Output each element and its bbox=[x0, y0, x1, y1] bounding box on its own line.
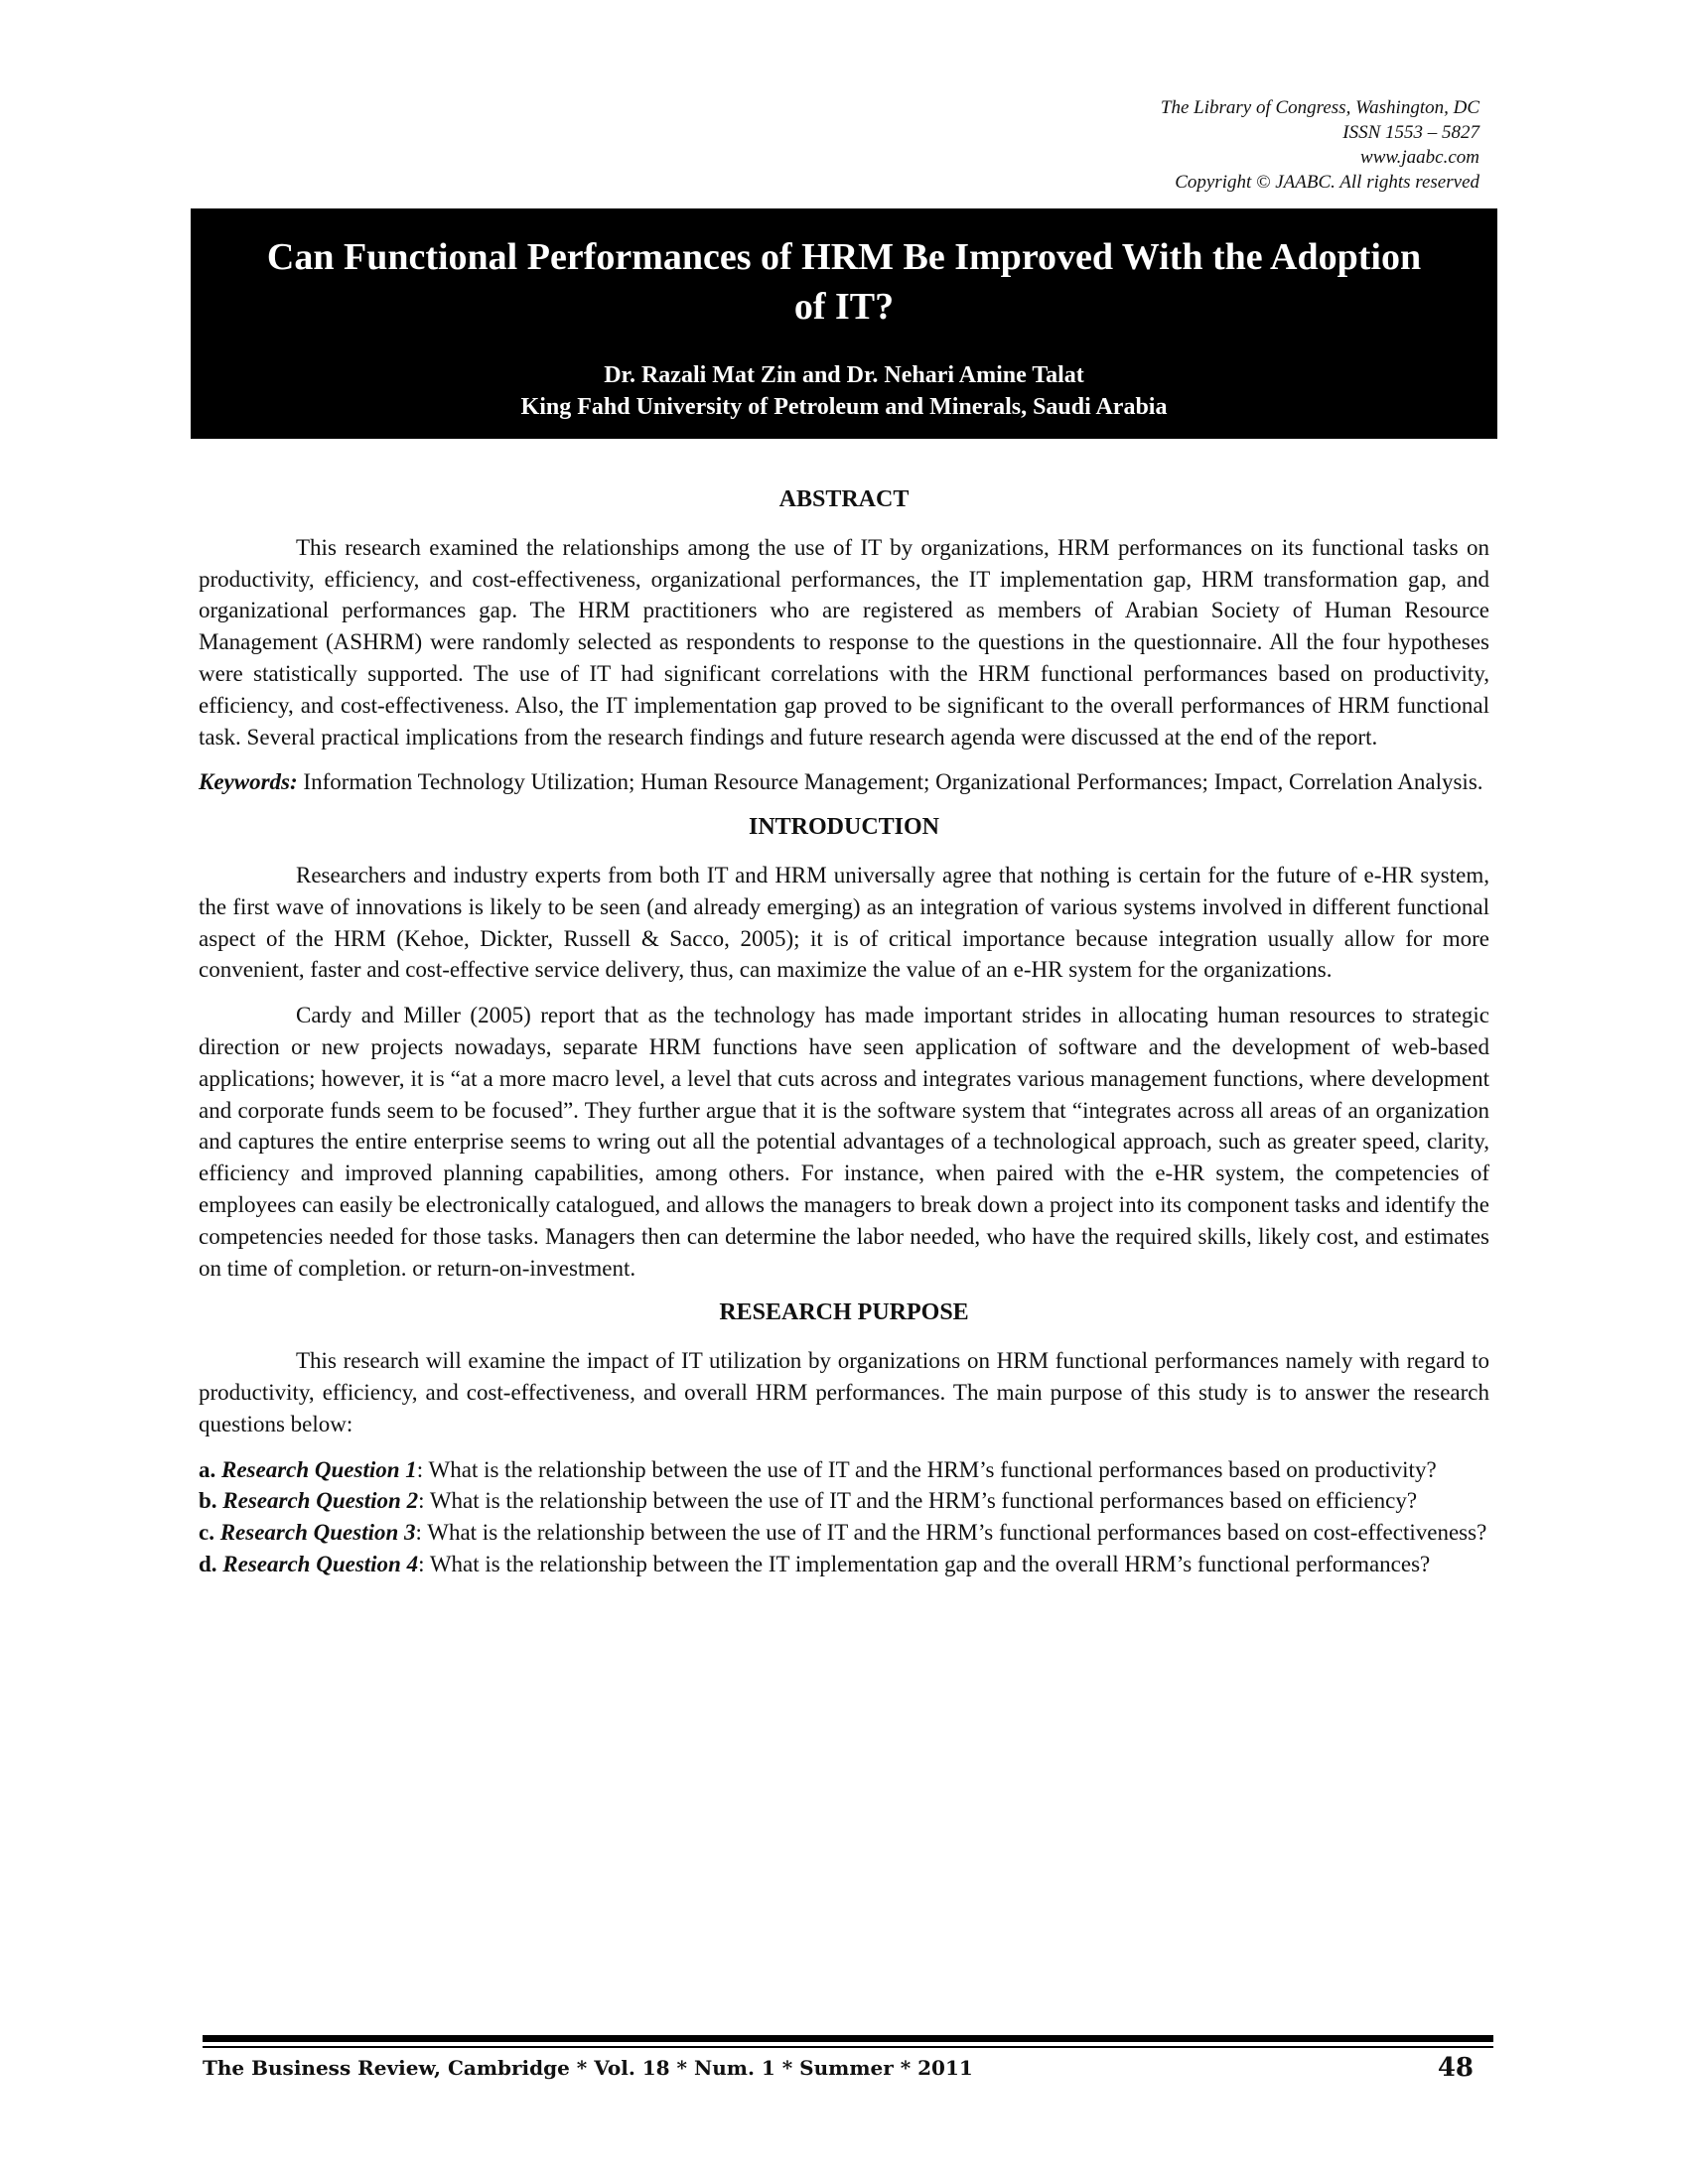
keywords-text: Information Technology Utilization; Human Resource Management; Organizational Performances; Impact, Correlation Analysis. bbox=[297, 769, 1483, 795]
journal-citation: The Business Review, Cambridge * Vol. 18 * Num. 1 * Summer * 2011 bbox=[203, 2056, 973, 2080]
publisher-line: The Library of Congress, Washington, DC bbox=[1160, 97, 1479, 118]
authors: Dr. Razali Mat Zin and Dr. Nehari Amine Talat bbox=[604, 362, 1084, 388]
footer-rule bbox=[203, 2035, 1493, 2042]
introduction-paragraph: Cardy and Miller (2005) report that as the technology has made important strides in allocating human resources to strategic direction or new projects nowadays, separate HRM functions have seen application of software and the development of web-based applications; however, it is “at a more macro level, a level that cuts across and integrates various management functions, where development and corporate funds seem to be focused”. They further argue that it is the software system that “integrates across all areas of an organization and captures the entire enterprise seems to wring out all the potential advantages of a technological approach, such as greater speed, clarity, efficiency and improved planning capabilities, among others. For instance, when paired with the e-HR system, the competencies of employees can easily be electronically catalogued, and allows the managers to break down a project into its component tasks and identify the competencies needed for those tasks. Managers then can determine the labor needed, who have the required skills, likely cost, and estimates on time of completion. or return-on-investment. bbox=[199, 1003, 1489, 1281]
author-block bbox=[191, 359, 1497, 423]
research-question: d. Research Question 4: What is the relationship between the IT implementation gap and the overall HRM’s functional performances? bbox=[199, 1551, 1431, 1576]
page-number: 48 bbox=[1437, 2053, 1474, 2083]
affiliation: King Fahd University of Petroleum and Minerals, Saudi Arabia bbox=[520, 394, 1168, 420]
copyright-line: Copyright © JAABC. All rights reserved bbox=[1175, 172, 1479, 193]
research-purpose-heading: RESEARCH PURPOSE bbox=[719, 1299, 969, 1326]
paper-title: Can Functional Performances of HRM Be Improved With the Adoption of IT? bbox=[266, 236, 1422, 328]
title-banner bbox=[191, 208, 1497, 439]
research-question: b. Research Question 2: What is the relationship between the use of IT and the HRM’s functional performances based on efficiency? bbox=[199, 1488, 1418, 1514]
research-question: a. Research Question 1: What is the relationship between the use of IT and the HRM’s functional performances based on productivity? bbox=[199, 1456, 1437, 1482]
research-questions-list bbox=[199, 1454, 1489, 1580]
page-footer bbox=[203, 2053, 1474, 2083]
research-purpose-text: This research will examine the impact of IT utilization by organizations on HRM functional performances namely with regard to productivity, efficiency, and cost-effectiveness, and overall HRM performances. The main purpose of this study is to answer the research questions below: bbox=[199, 1348, 1489, 1436]
abstract-text: This research examined the relationships among the use of IT by organizations, HRM performances on its functional tasks on productivity, efficiency, and cost-effectiveness, organizational performances, the IT implementation gap, HRM transformation gap, and organizational performances gap. The HRM practitioners who are registered as members of Arabian Society of Human Resource Management (ASHRM) were randomly selected as respondents to response to the questions in the questionnaire. All the four hypotheses were statistically supported. The use of IT had significant correlations with the HRM functional performances based on productivity, efficiency, and cost-effectiveness. Also, the IT implementation gap proved to be significant to the overall performances of HRM functional task. Several practical implications from the research findings and future research agenda were discussed at the end of the report. bbox=[199, 534, 1489, 750]
website-line: www.jaabc.com bbox=[1360, 147, 1479, 168]
introduction-heading: INTRODUCTION bbox=[748, 814, 940, 841]
abstract-heading: ABSTRACT bbox=[778, 486, 910, 512]
footer-rule-thin bbox=[203, 2046, 1493, 2048]
publication-info bbox=[1161, 95, 1479, 195]
research-question: c. Research Question 3: What is the relationship between the use of IT and the HRM’s functional performances based on cost-effectiveness? bbox=[199, 1520, 1487, 1546]
introduction-paragraph: Researchers and industry experts from both IT and HRM universally agree that nothing is certain for the future of e-HR system, the first wave of innovations is likely to be seen (and already emerging) as an integration of various systems involved in different functional aspect of the HRM (Kehoe, Dickter, Russell & Sacco, 2005); it is of critical importance because integration usually allow for more convenient, faster and cost-effective service delivery, thus, can maximize the value of an e-HR system for the organizations. bbox=[199, 862, 1489, 983]
keywords bbox=[199, 766, 1489, 798]
keywords-label: Keywords: bbox=[199, 769, 298, 795]
issn-line: ISSN 1553 – 5827 bbox=[1342, 122, 1479, 143]
paper-body bbox=[199, 484, 1489, 1580]
